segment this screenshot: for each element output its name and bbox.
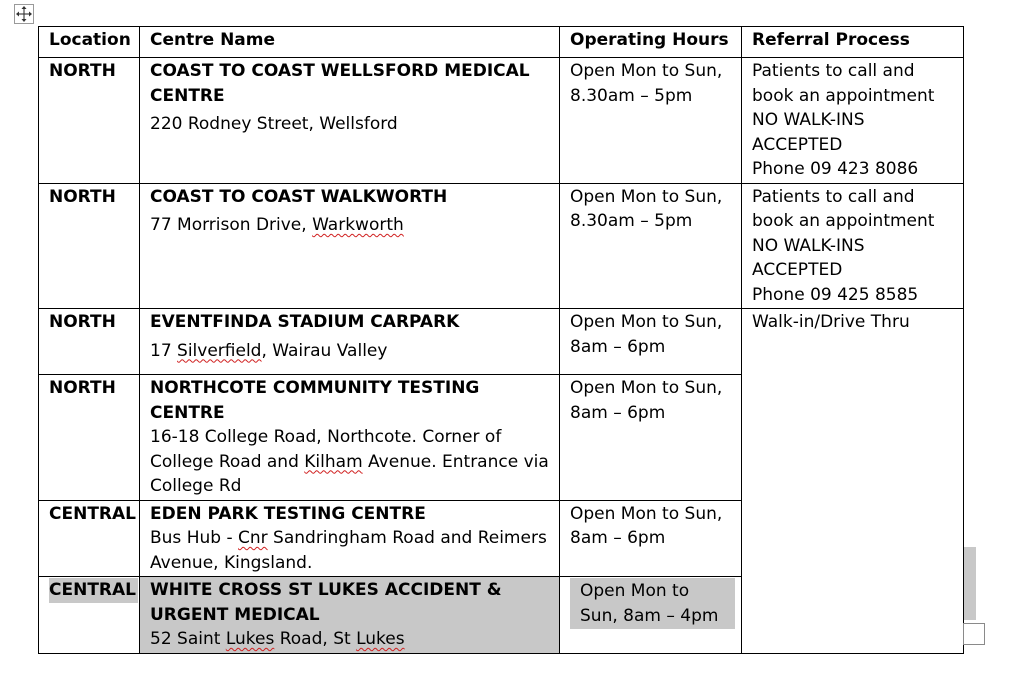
location-cell[interactable]: CENTRAL (39, 577, 140, 654)
centre-address: 220 Rodney Street, Wellsford (150, 114, 398, 134)
centre-address: 52 Saint Lukes Road, St Lukes (150, 629, 405, 649)
table-move-handle-icon[interactable] (14, 4, 34, 24)
location-cell[interactable]: NORTH (39, 183, 140, 309)
header-operating-hours[interactable]: Operating Hours (560, 27, 742, 58)
centre-cell[interactable] (140, 58, 560, 184)
referral-line: Patients to call and book an appointment (752, 186, 935, 231)
row-selection-extension (963, 547, 976, 620)
hours-cell[interactable]: Open Mon to Sun, 8am – 6pm (560, 375, 742, 501)
centre-name: EVENTFINDA STADIUM CARPARK (150, 312, 460, 332)
centre-cell[interactable] (140, 577, 560, 654)
referral-line: NO WALK-INS ACCEPTED (752, 235, 865, 280)
hours-cell[interactable]: Open Mon to Sun, 8.30am – 5pm (560, 183, 742, 309)
header-location[interactable]: Location (39, 27, 140, 58)
hours-cell[interactable]: Open Mon to Sun, 8am – 6pm (560, 309, 742, 375)
table-row (39, 183, 964, 309)
referral-line: NO WALK-INS ACCEPTED (752, 110, 865, 155)
centre-address: 16-18 College Road, Northcote. Corner of College Road and Kilham Avenue. Entrance via College Rd (150, 427, 549, 496)
header-centre-name[interactable]: Centre Name (140, 27, 560, 58)
location-cell[interactable]: NORTH (39, 375, 140, 501)
header-row (39, 27, 964, 58)
hours-cell[interactable]: Open Mon to Sun, 8am – 4pm (560, 577, 742, 654)
table-row (39, 58, 964, 184)
centre-name: COAST TO COAST WELLSFORD MEDICAL CENTRE (150, 61, 530, 106)
centre-address: Bus Hub - Cnr Sandringham Road and Reimers Avenue, Kingsland. (150, 528, 547, 573)
location-cell[interactable]: NORTH (39, 309, 140, 375)
referral-line: Phone 09 425 8585 (752, 284, 919, 305)
spellcheck-flagged-word[interactable]: Lukes (356, 629, 405, 649)
spellcheck-flagged-word[interactable]: Warkworth (312, 215, 404, 235)
centre-cell[interactable] (140, 500, 560, 577)
testing-centres-table (38, 26, 964, 654)
centre-cell[interactable] (140, 183, 560, 309)
spellcheck-flagged-word[interactable]: Kilham (304, 451, 363, 472)
referral-line: Phone 09 423 8086 (752, 159, 919, 179)
spellcheck-flagged-word[interactable]: Cnr (238, 528, 268, 548)
header-referral-process[interactable]: Referral Process (742, 27, 964, 58)
centre-address: 17 Silverfield, Wairau Valley (150, 340, 388, 361)
centre-cell[interactable] (140, 309, 560, 375)
centre-name: EDEN PARK TESTING CENTRE (150, 503, 426, 524)
centre-cell[interactable] (140, 375, 560, 501)
hours-cell[interactable]: Open Mon to Sun, 8am – 6pm (560, 500, 742, 577)
centre-address: 77 Morrison Drive, Warkworth (150, 215, 404, 235)
referral-line: Patients to call and book an appointment (752, 61, 935, 106)
referral-walk-in-cell[interactable]: Walk-in/Drive Thru (742, 309, 964, 654)
spellcheck-flagged-word[interactable]: Lukes (225, 629, 275, 649)
hours-cell[interactable]: Open Mon to Sun, 8.30am – 5pm (560, 58, 742, 184)
referral-cell[interactable] (742, 183, 964, 309)
location-cell[interactable]: NORTH (39, 58, 140, 184)
location-cell[interactable]: CENTRAL (39, 500, 140, 577)
centre-name: WHITE CROSS ST LUKES ACCIDENT & URGENT MEDICAL (150, 580, 502, 625)
table-resize-handle-icon[interactable] (963, 623, 985, 645)
centre-name: COAST TO COAST WALKWORTH (150, 186, 448, 207)
spellcheck-flagged-word[interactable]: Silverfield (177, 340, 262, 361)
centre-name: NORTHCOTE COMMUNITY TESTING CENTRE (150, 378, 480, 423)
referral-cell[interactable] (742, 58, 964, 184)
table-row (39, 309, 964, 375)
